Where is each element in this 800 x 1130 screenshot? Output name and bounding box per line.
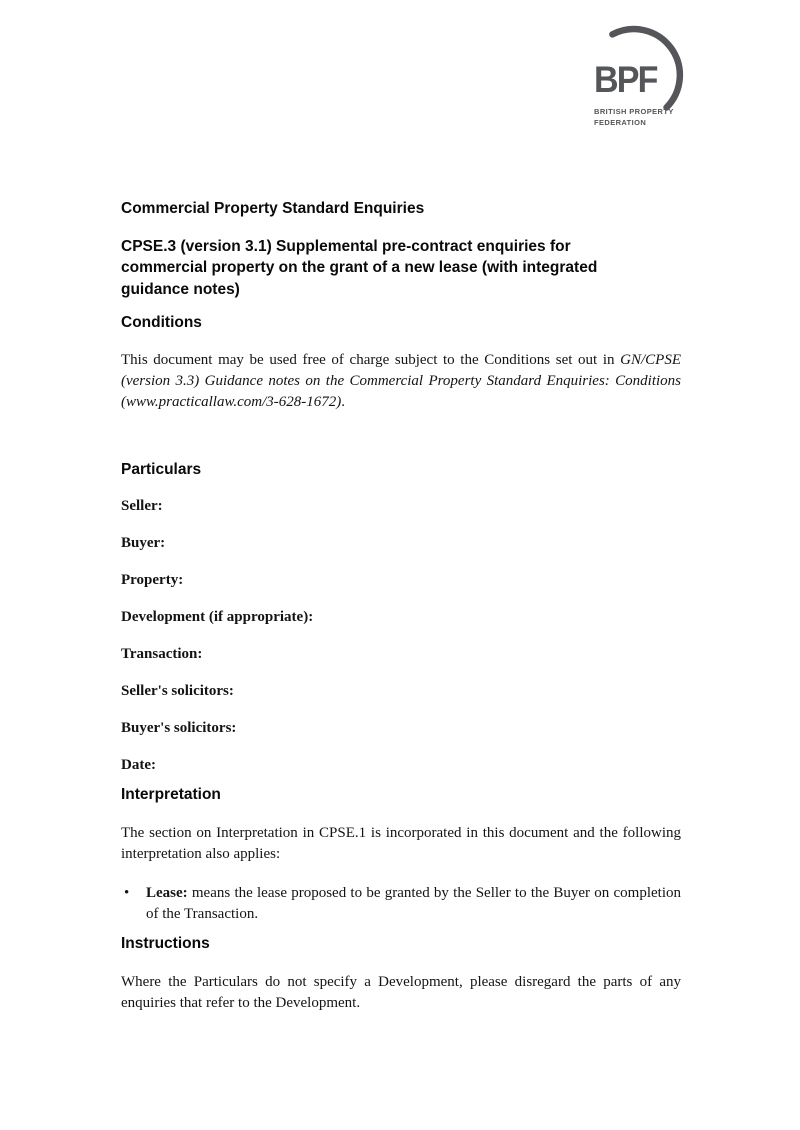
particulars-field-date: Date:	[121, 757, 156, 774]
conditions-paragraph	[121, 350, 681, 413]
practicallaw-url: (www.practicallaw.com/3-628-1672)	[121, 393, 342, 410]
particulars-field-sellers-solicitors: Seller's solicitors:	[121, 683, 234, 700]
conditions-heading: Conditions	[121, 314, 202, 332]
bullet-line: of the Transaction.	[146, 905, 259, 922]
instructions-line: enquiries that refer to the Development.	[121, 995, 361, 1012]
document-page	[121, 0, 681, 1014]
particulars-field-property: Property:	[121, 572, 184, 589]
document-subtitle	[121, 236, 681, 301]
conditions-line	[121, 392, 681, 413]
subtitle-line: CPSE.3 (version 3.1) Supplemental pre-contract enquiries for	[121, 237, 571, 255]
instructions-heading: Instructions	[121, 934, 210, 952]
bullet-icon: •	[124, 884, 130, 901]
particulars-field-transaction: Transaction:	[121, 646, 203, 663]
subtitle-line: commercial property on the grant of a new lease (with integrated	[121, 259, 598, 277]
logo-org-line1: BRITISH PROPERTY	[594, 107, 674, 116]
logo-org-line2: FEDERATION	[594, 117, 647, 127]
interpretation-line: interpretation also applies:	[121, 845, 281, 862]
interpretation-paragraph	[121, 823, 681, 865]
interpretation-heading: Interpretation	[121, 786, 221, 804]
conditions-line	[121, 350, 681, 371]
conditions-line: (version 3.3) Guidance notes on the Commercial Property Standard Enquiries: Conditions	[121, 372, 681, 389]
bullet-text	[146, 883, 681, 925]
lease-definition-bullet	[121, 883, 681, 925]
particulars-heading: Particulars	[121, 460, 202, 478]
lease-definition: means the lease proposed to be granted by the Seller to the Buyer on completion	[187, 884, 681, 901]
logo-acronym: BPF	[594, 59, 657, 100]
lease-term: Lease:	[146, 884, 188, 901]
instructions-paragraph	[121, 972, 681, 1014]
particulars-field-development: Development (if appropriate):	[121, 609, 314, 626]
particulars-field-buyers-solicitors: Buyer's solicitors:	[121, 720, 237, 737]
interpretation-line: The section on Interpretation in CPSE.1 is incorporated in this document and the following	[121, 824, 681, 841]
particulars-field-buyer: Buyer:	[121, 535, 166, 552]
particulars-field-seller: Seller:	[121, 498, 163, 515]
subtitle-line: guidance notes)	[121, 280, 240, 298]
document-title: Commercial Property Standard Enquiries	[121, 200, 425, 217]
conditions-text-regular: This document may be used free of charge subject to the Conditions set out in	[121, 351, 621, 368]
instructions-line: Where the Particulars do not specify a Development, please disregard the parts of any	[121, 974, 681, 991]
conditions-text-italic: GN/CPSE	[620, 351, 681, 368]
bullet-line	[146, 883, 681, 904]
conditions-text-end: .	[341, 393, 346, 410]
